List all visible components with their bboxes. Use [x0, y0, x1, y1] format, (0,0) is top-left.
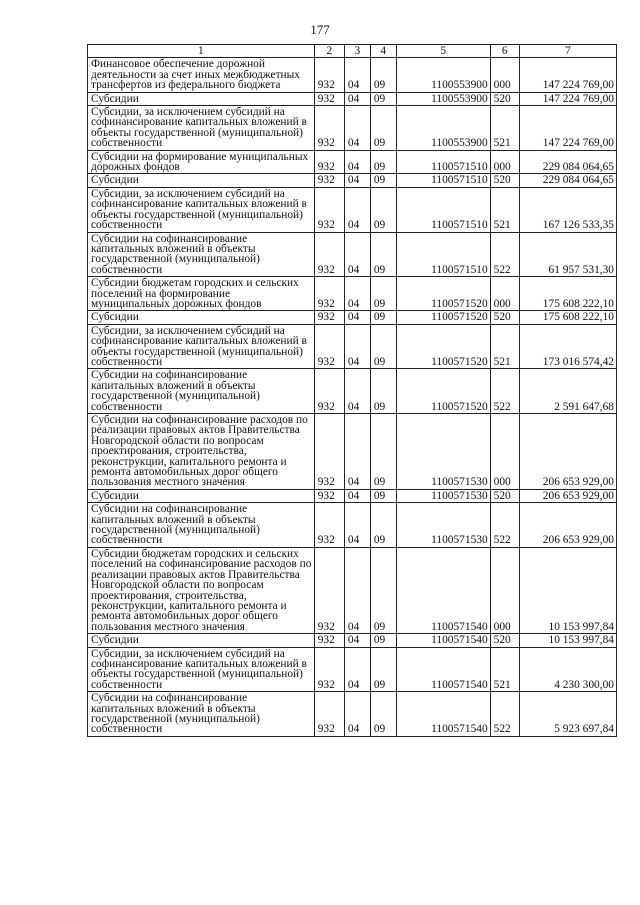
- row-target-article: 1100571520: [396, 369, 490, 414]
- row-target-article: 1100571530: [396, 414, 490, 490]
- column-header: 1: [88, 45, 315, 58]
- row-expense-type: 520: [490, 311, 519, 324]
- row-section: 04: [344, 232, 370, 277]
- row-admin-code: 932: [314, 547, 344, 633]
- row-expense-type: 520: [490, 92, 519, 105]
- row-section: 04: [344, 106, 370, 151]
- table-row: [88, 92, 617, 105]
- table-row: [88, 106, 617, 151]
- row-target-article: 1100571510: [396, 150, 490, 174]
- row-name: Субсидии на софинансирование капитальных вложений в объекты государственной (муниципальной) собственности: [88, 369, 315, 414]
- row-amount: 175 608 222,10: [519, 277, 616, 311]
- row-target-article: 1100571520: [396, 324, 490, 369]
- table-row: [88, 503, 617, 548]
- row-subsection: 09: [370, 58, 396, 92]
- row-target-article: 1100571530: [396, 503, 490, 548]
- row-admin-code: 932: [314, 174, 344, 187]
- row-admin-code: 932: [314, 58, 344, 92]
- row-name: Субсидии на софинансирование расходов по реализации правовых актов Правительства Новгородской области по вопросам проектирования, строительства, реконструкции, капитального ремонта и ремонта автомобильных дорог общего пользования местного значения: [88, 414, 315, 490]
- row-subsection: 09: [370, 414, 396, 490]
- row-section: 04: [344, 414, 370, 490]
- row-section: 04: [344, 150, 370, 174]
- row-expense-type: 522: [490, 232, 519, 277]
- row-subsection: 09: [370, 150, 396, 174]
- row-name: Субсидии, за исключением субсидий на софинансирование капитальных вложений в объекты государственной (муниципальной) собственности: [88, 187, 315, 232]
- column-header: 2: [314, 45, 344, 58]
- row-name: Субсидии: [88, 489, 315, 502]
- row-section: 04: [344, 489, 370, 502]
- row-admin-code: 932: [314, 634, 344, 647]
- row-expense-type: 520: [490, 634, 519, 647]
- row-admin-code: 932: [314, 503, 344, 548]
- row-subsection: 09: [370, 324, 396, 369]
- row-expense-type: 520: [490, 174, 519, 187]
- row-admin-code: 932: [314, 232, 344, 277]
- row-amount: 2 591 647,68: [519, 369, 616, 414]
- row-admin-code: 932: [314, 277, 344, 311]
- row-amount: 147 224 769,00: [519, 92, 616, 105]
- row-admin-code: 932: [314, 150, 344, 174]
- row-admin-code: 932: [314, 489, 344, 502]
- row-admin-code: 932: [314, 106, 344, 151]
- row-target-article: 1100571530: [396, 489, 490, 502]
- row-amount: 167 126 533,35: [519, 187, 616, 232]
- table-row: [88, 369, 617, 414]
- row-expense-type: 000: [490, 58, 519, 92]
- row-subsection: 09: [370, 187, 396, 232]
- row-section: 04: [344, 174, 370, 187]
- row-subsection: 09: [370, 92, 396, 105]
- row-subsection: 09: [370, 232, 396, 277]
- row-section: 04: [344, 369, 370, 414]
- row-admin-code: 932: [314, 311, 344, 324]
- row-target-article: 1100571510: [396, 232, 490, 277]
- row-target-article: 1100571520: [396, 277, 490, 311]
- row-admin-code: 932: [314, 92, 344, 105]
- row-section: 04: [344, 187, 370, 232]
- table-row: [88, 311, 617, 324]
- row-name: Субсидии: [88, 311, 315, 324]
- row-expense-type: 000: [490, 277, 519, 311]
- row-expense-type: 000: [490, 414, 519, 490]
- row-expense-type: 000: [490, 547, 519, 633]
- column-header: 4: [370, 45, 396, 58]
- row-name: Субсидии на софинансирование капитальных вложений в объекты государственной (муниципальной) собственности: [88, 503, 315, 548]
- row-expense-type: 522: [490, 692, 519, 737]
- row-target-article: 1100553900: [396, 58, 490, 92]
- row-expense-type: 521: [490, 324, 519, 369]
- row-target-article: 1100571510: [396, 174, 490, 187]
- row-subsection: 09: [370, 369, 396, 414]
- row-name: Субсидии: [88, 174, 315, 187]
- table-row: [88, 647, 617, 692]
- table-row: [88, 187, 617, 232]
- row-subsection: 09: [370, 311, 396, 324]
- row-amount: 61 957 531,30: [519, 232, 616, 277]
- row-subsection: 09: [370, 547, 396, 633]
- row-subsection: 09: [370, 174, 396, 187]
- row-admin-code: 932: [314, 414, 344, 490]
- row-amount: 175 608 222,10: [519, 311, 616, 324]
- row-target-article: 1100571540: [396, 547, 490, 633]
- row-name: Субсидии на софинансирование капитальных вложений в объекты государственной (муниципальной) собственности: [88, 232, 315, 277]
- row-name: Субсидии, за исключением субсидий на софинансирование капитальных вложений в объекты государственной (муниципальной) собственности: [88, 647, 315, 692]
- row-expense-type: 521: [490, 106, 519, 151]
- row-expense-type: 000: [490, 150, 519, 174]
- row-amount: 10 153 997,84: [519, 547, 616, 633]
- table-row: [88, 547, 617, 633]
- row-expense-type: 522: [490, 369, 519, 414]
- row-admin-code: 932: [314, 369, 344, 414]
- row-name: Субсидии: [88, 92, 315, 105]
- table-row: [88, 277, 617, 311]
- row-name: Субсидии, за исключением субсидий на софинансирование капитальных вложений в объекты государственной (муниципальной) собственности: [88, 106, 315, 151]
- row-amount: 5 923 697,84: [519, 692, 616, 737]
- row-target-article: 1100571540: [396, 692, 490, 737]
- row-section: 04: [344, 277, 370, 311]
- table-row: [88, 58, 617, 92]
- column-header: 5: [396, 45, 490, 58]
- row-subsection: 09: [370, 634, 396, 647]
- row-target-article: 1100571510: [396, 187, 490, 232]
- row-name: Субсидии на софинансирование капитальных вложений в объекты государственной (муниципальной) собственности: [88, 692, 315, 737]
- row-amount: 173 016 574,42: [519, 324, 616, 369]
- row-name: Субсидии, за исключением субсидий на софинансирование капитальных вложений в объекты государственной (муниципальной) собственности: [88, 324, 315, 369]
- header-row: [88, 45, 617, 58]
- column-header: 3: [344, 45, 370, 58]
- row-admin-code: 932: [314, 187, 344, 232]
- row-amount: 206 653 929,00: [519, 414, 616, 490]
- page-number: 177: [310, 22, 330, 37]
- row-target-article: 1100553900: [396, 106, 490, 151]
- row-name: Субсидии бюджетам городских и сельских поселений на формирование муниципальных дорожных фондов: [88, 277, 315, 311]
- table-row: [88, 414, 617, 490]
- row-name: Субсидии бюджетам городских и сельских поселений на софинансирование расходов по реализации правовых актов Правительства Новгородской области по вопросам проектирования, строительства, реконструкции, капитального ремонта и ремонта автомобильных дорог общего пользования местного значения: [88, 547, 315, 633]
- row-section: 04: [344, 547, 370, 633]
- row-amount: 206 653 929,00: [519, 503, 616, 548]
- row-target-article: 1100571540: [396, 647, 490, 692]
- row-subsection: 09: [370, 503, 396, 548]
- table-row: [88, 692, 617, 737]
- row-section: 04: [344, 692, 370, 737]
- budget-table: [87, 44, 617, 737]
- row-subsection: 09: [370, 277, 396, 311]
- row-subsection: 09: [370, 692, 396, 737]
- row-name: Финансовое обеспечение дорожной деятельности за счет иных межбюджетных трансфертов из федерального бюджета: [88, 58, 315, 92]
- row-amount: 229 084 064,65: [519, 174, 616, 187]
- row-amount: 147 224 769,00: [519, 106, 616, 151]
- table-row: [88, 324, 617, 369]
- row-amount: 4 230 300,00: [519, 647, 616, 692]
- table-row: [88, 150, 617, 174]
- table-row: [88, 634, 617, 647]
- row-subsection: 09: [370, 647, 396, 692]
- row-subsection: 09: [370, 489, 396, 502]
- row-admin-code: 932: [314, 692, 344, 737]
- table-row: [88, 232, 617, 277]
- row-section: 04: [344, 634, 370, 647]
- table-row: [88, 174, 617, 187]
- row-expense-type: 522: [490, 503, 519, 548]
- row-amount: 10 153 997,84: [519, 634, 616, 647]
- table-row: [88, 489, 617, 502]
- row-admin-code: 932: [314, 647, 344, 692]
- row-section: 04: [344, 92, 370, 105]
- row-name: Субсидии на формирование муниципальных дорожных фондов: [88, 150, 315, 174]
- row-target-article: 1100571520: [396, 311, 490, 324]
- row-section: 04: [344, 311, 370, 324]
- row-target-article: 1100571540: [396, 634, 490, 647]
- row-amount: 206 653 929,00: [519, 489, 616, 502]
- row-amount: 229 084 064,65: [519, 150, 616, 174]
- row-subsection: 09: [370, 106, 396, 151]
- row-section: 04: [344, 503, 370, 548]
- row-target-article: 1100553900: [396, 92, 490, 105]
- row-section: 04: [344, 647, 370, 692]
- row-name: Субсидии: [88, 634, 315, 647]
- row-expense-type: 520: [490, 489, 519, 502]
- column-header: 7: [519, 45, 616, 58]
- row-section: 04: [344, 58, 370, 92]
- row-expense-type: 521: [490, 187, 519, 232]
- row-amount: 147 224 769,00: [519, 58, 616, 92]
- row-section: 04: [344, 324, 370, 369]
- row-admin-code: 932: [314, 324, 344, 369]
- column-header: 6: [490, 45, 519, 58]
- row-expense-type: 521: [490, 647, 519, 692]
